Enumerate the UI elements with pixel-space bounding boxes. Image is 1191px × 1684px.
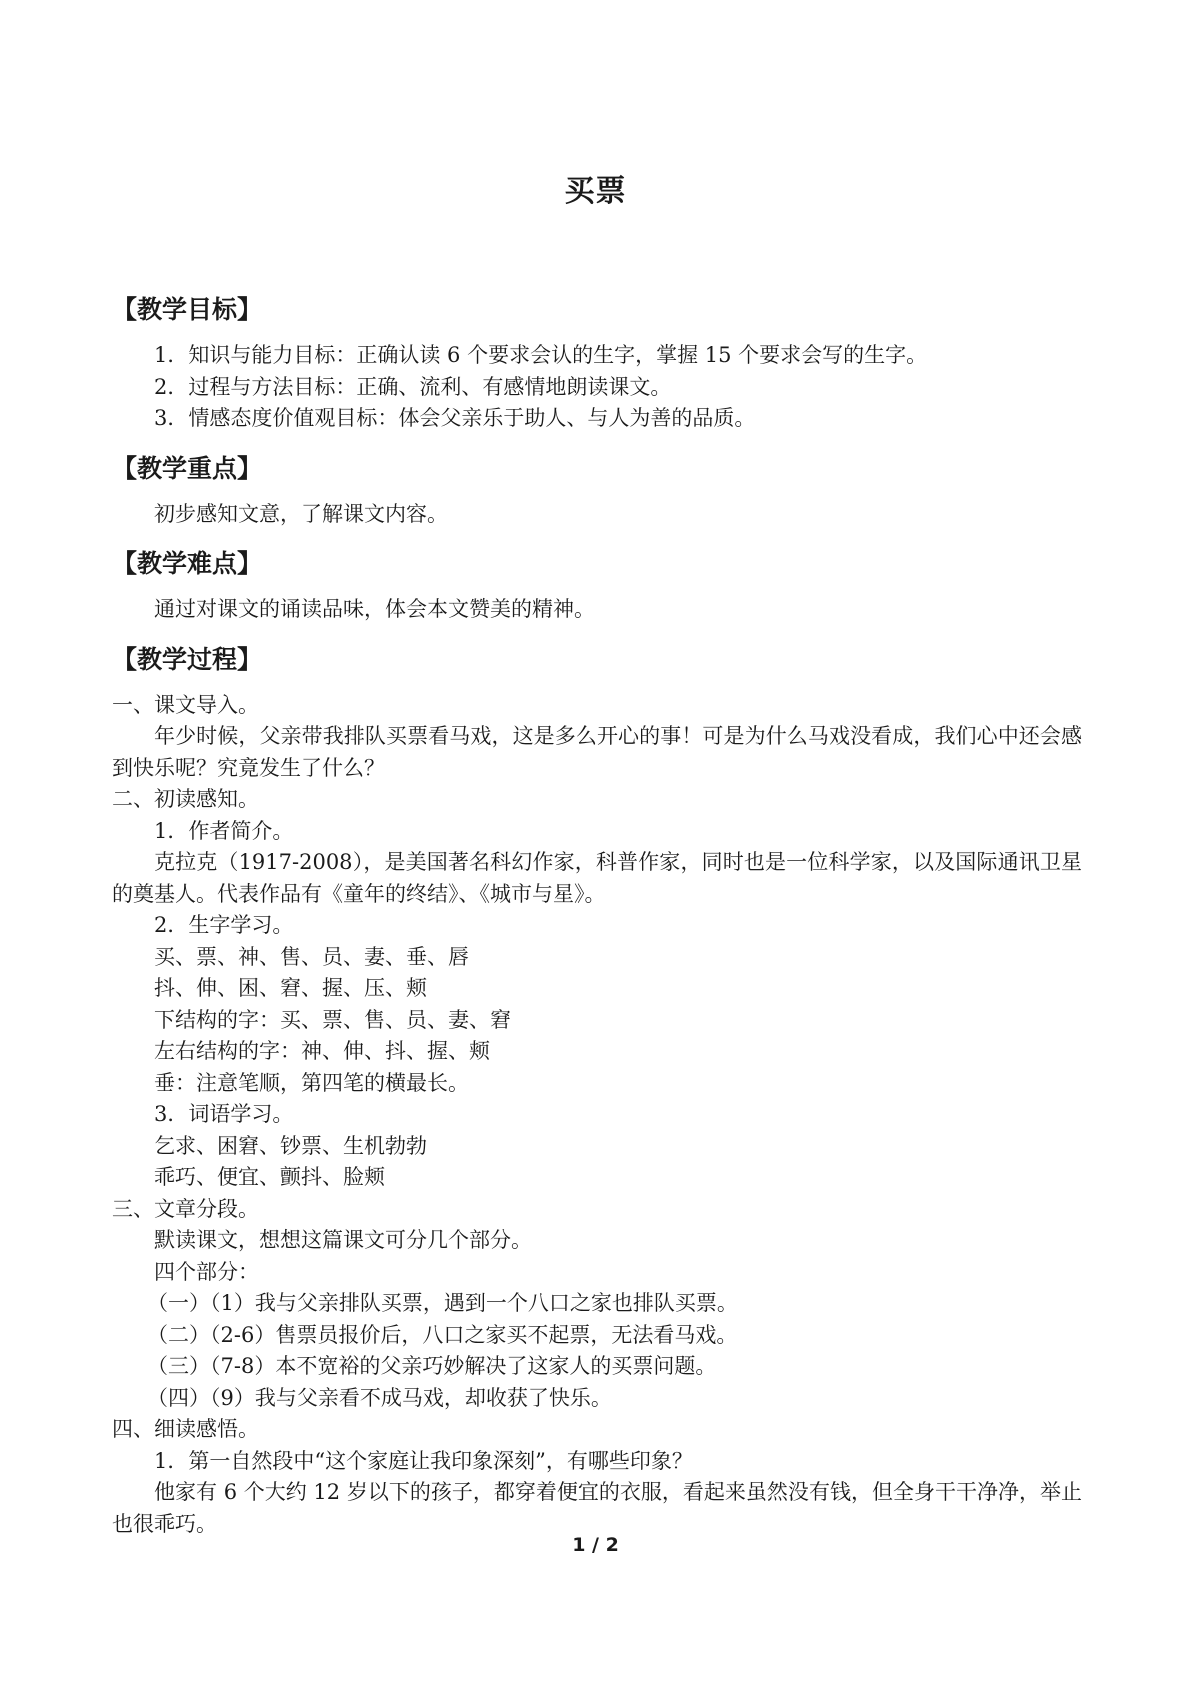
objective-item: 3．情感态度价值观目标：体会父亲乐于助人、与人为善的品质。 bbox=[154, 406, 756, 430]
character-list: 抖、伸、困、窘、握、压、颊 bbox=[154, 976, 427, 1000]
process-part-title: 四、细读感悟。 bbox=[112, 1417, 259, 1441]
character-note: 垂：注意笔顺，第四笔的横最长。 bbox=[154, 1070, 469, 1095]
document-body bbox=[112, 290, 1082, 1540]
document-title: 买票 bbox=[564, 174, 627, 209]
section-heading-objectives: 【教学目标】 bbox=[112, 295, 263, 324]
subsection-title: 2．生字学习。 bbox=[154, 913, 294, 937]
process-part-title: 二、初读感知。 bbox=[112, 787, 259, 811]
answer-paragraph: 他家有 6 个大约 12 岁以下的孩子，都穿着便宜的衣服，看起来虽然没有钱，但全身干干净净，举止也很乖巧。 bbox=[112, 1480, 1082, 1536]
process-part-title: 一、课文导入。 bbox=[112, 692, 259, 717]
character-list: 左右结构的字：神、伸、抖、握、颊 bbox=[154, 1039, 490, 1063]
section-heading-difficulties: 【教学难点】 bbox=[112, 549, 263, 578]
word-list: 乖巧、便宜、颤抖、脸颊 bbox=[154, 1165, 385, 1189]
intro-paragraph: 年少时候，父亲带我排队买票看马戏，这是多么开心的事！可是为什么马戏没看成，我们心中还会感到快乐呢？究竟发生了什么？ bbox=[112, 724, 1082, 780]
process-part-title: 三、文章分段。 bbox=[112, 1196, 259, 1221]
key-points-text: 初步感知文意，了解课文内容。 bbox=[154, 501, 448, 526]
segment-item: （三）（7-8）本不宽裕的父亲巧妙解决了这家人的买票问题。 bbox=[147, 1354, 717, 1378]
section-heading-process: 【教学过程】 bbox=[112, 644, 263, 674]
subsection-title: 3．词语学习。 bbox=[154, 1102, 294, 1126]
segment-item: （一）（1）我与父亲排队买票，遇到一个八口之家也排队买票。 bbox=[147, 1291, 738, 1315]
subsection-title: 1．作者简介。 bbox=[154, 818, 294, 843]
difficulties-text: 通过对课文的诵读品味，体会本文赞美的精神。 bbox=[154, 597, 595, 621]
character-list: 买、票、神、售、员、妻、垂、唇 bbox=[154, 944, 469, 969]
segment-item: （四）（9）我与父亲看不成马戏，却收获了快乐。 bbox=[147, 1385, 612, 1410]
author-paragraph: 克拉克（1917-2008），是美国著名科幻作家，科普作家，同时也是一位科学家，以及国际通讯卫星的奠基人。代表作品有《童年的终结》、《城市与星》。 bbox=[112, 850, 1082, 906]
objective-item: 1．知识与能力目标：正确认读 6 个要求会认的生字，掌握 15 个要求会写的生字。 bbox=[154, 343, 928, 367]
objective-item: 2．过程与方法目标：正确、流利、有感情地朗读课文。 bbox=[154, 374, 672, 399]
text-line: 四个部分： bbox=[154, 1259, 259, 1284]
character-list: 下结构的字：买、票、售、员、妻、窘 bbox=[154, 1007, 511, 1032]
question-text: 1．第一自然段中“这个家庭让我印象深刻”，有哪些印象？ bbox=[154, 1448, 693, 1473]
text-line: 默读课文，想想这篇课文可分几个部分。 bbox=[154, 1228, 532, 1252]
word-list: 乞求、困窘、钞票、生机勃勃 bbox=[154, 1133, 427, 1158]
section-heading-key-points: 【教学重点】 bbox=[112, 453, 263, 483]
segment-item: （二）（2-6）售票员报价后，八口之家买不起票，无法看马戏。 bbox=[147, 1322, 738, 1347]
page-number: 1 / 2 bbox=[572, 1534, 619, 1556]
